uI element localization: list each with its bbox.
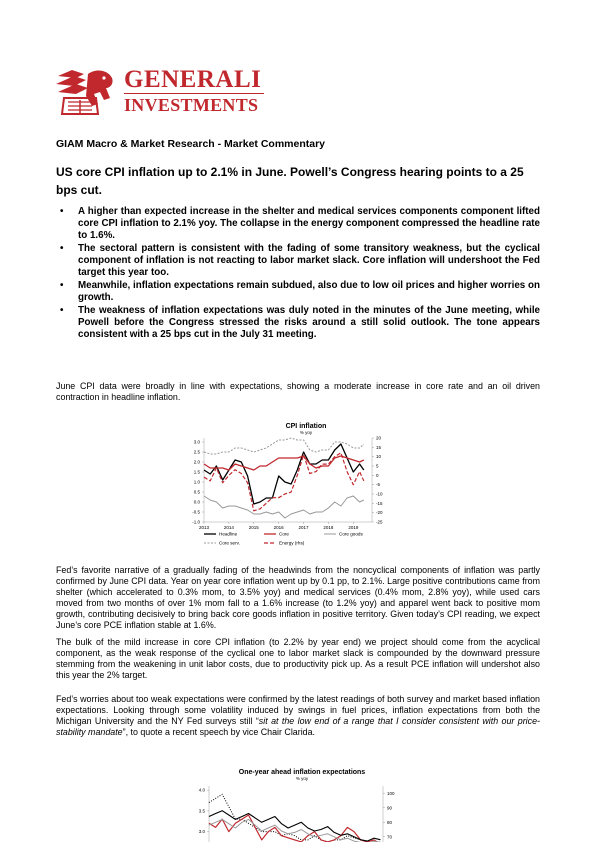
- key-point: • A higher than expected increase in the shelter and medical services components component lifted core CPI inflation to 2.1% yoy. The collapse in the energy component compressed the headline rate to 1.6%.: [60, 206, 540, 241]
- series-line: [204, 496, 364, 518]
- headline: US core CPI inflation up to 2.1% in June. Powell’s Congress hearing points to a 25 bps cut.: [56, 165, 524, 197]
- y-left-tick-label: 1.5: [193, 469, 200, 475]
- cpi-inflation-chart: [180, 418, 420, 554]
- y-right-tick-label: -25: [376, 519, 383, 525]
- bullet-icon: •: [60, 279, 64, 291]
- series-line: [209, 794, 380, 842]
- y-right-tick-label: -10: [376, 491, 383, 497]
- body-paragraph-3: Fed’s worries about too weak expectations were confirmed by the latest readings of both survey and market based inflation expectations. Looking through some volatility induced by swings in fuel prices, inflation expectations from both the Michigan University and the NY Fed surveys still “sit at the low end of a range that I consider consistent with our price-stability mandate”, to quote a recent speech by vice Chair Clarida.: [56, 694, 540, 738]
- y-right-tick-label: -20: [376, 510, 383, 516]
- y-left-tick-label: 3.0: [198, 829, 205, 835]
- y-left-tick-label: 2.5: [193, 449, 200, 455]
- series-line: [204, 438, 364, 454]
- y-right-tick-label: 15: [376, 444, 382, 450]
- y-right-tick-label: 100: [387, 790, 395, 796]
- legend-label: Core: [279, 531, 289, 537]
- legend-label: Core goods: [339, 531, 363, 537]
- body-paragraph-2: The bulk of the mild increase in core CPI inflation (to 2.2% by year end) we project should come from the acyclical component, as the weak response of the cyclical one to labor market slack is compounded by the downward pressure stemming from the weakening in unit labor costs, due to productivity pick up. As a result PCE inflation will undershot also this year the 2% target.: [56, 637, 540, 681]
- chart-title: One-year ahead inflation expectations: [238, 769, 366, 776]
- key-point: • The sectoral pattern is consistent with the fading of some transitory weakness, but the cyclical component of inflation is not reacting to labor market slack. Core inflation will undershoot the Fed target this year too.: [60, 242, 540, 278]
- logo-wordmark-investments: INVESTMENTS: [124, 95, 259, 115]
- x-tick-label: 2013: [198, 525, 210, 530]
- legend-label: Energy (rhs): [279, 540, 305, 546]
- y-left-tick-label: 3.0: [193, 439, 200, 445]
- x-tick-label: 2015: [248, 525, 259, 530]
- body-paragraph-1: Fed’s favorite narrative of a gradually fading of the headwinds from the noncyclical components of inflation was partly confirmed by June CPI data. Year on year core inflation went up by 0.1 pp, to 2.1%. Large positive contributions came from shelter (which accelerated to 0.3% mom, to 3.5% yoy) and medical services (0.4% mom, 2.8% yoy), while used cars moved from two months of over 1% mom fall to a 1.6% increase (to 1.2% yoy) and apparel went back to positive mom growth, contributing decisively to bring back core goods inflation in positive territory. Given today’s CPI reading, we expect June’s core PCE inflation stable at 1.6%.: [56, 565, 540, 631]
- x-tick-label: 2018: [323, 525, 334, 530]
- bullet-icon: •: [60, 206, 64, 217]
- series-line: [204, 456, 364, 470]
- y-right-tick-label: 5: [376, 463, 379, 469]
- chart-subtitle: % yoy: [295, 776, 309, 781]
- chart-subtitle: % yoy: [299, 430, 313, 435]
- winged-lion-icon: [54, 64, 118, 120]
- y-left-tick-label: 3.5: [198, 808, 205, 814]
- department-title: GIAM Macro & Market Research - Market Commentary: [56, 138, 326, 150]
- x-tick-label: 2019: [348, 525, 359, 530]
- y-left-tick-label: 2.0: [193, 459, 200, 465]
- y-right-tick-label: 80: [387, 819, 393, 825]
- key-point: • The weakness of inflation expectations was duly noted in the minutes of the June meeting, while Powell before the Congress stressed the risks around a still solid outlook. The tone appears consistent with a 25 bps cut in the July 31 meeting.: [60, 305, 540, 340]
- series-line: [209, 819, 380, 842]
- legend-label: Headline: [219, 531, 238, 537]
- y-right-tick-label: 0: [376, 472, 379, 478]
- x-tick-label: 2014: [223, 525, 234, 530]
- x-tick-label: 2016: [273, 525, 284, 530]
- y-left-tick-label: -0.5: [192, 509, 200, 515]
- y-left-tick-label: -1.0: [192, 519, 200, 525]
- y-right-tick-label: 10: [376, 454, 382, 460]
- key-point: • Meanwhile, inflation expectations remain subdued, also due to low oil prices and higher worries on growth.: [60, 279, 540, 303]
- series-line: [209, 811, 380, 841]
- logo-wordmark-generali: GENERALI: [124, 66, 262, 93]
- key-points-list: [56, 206, 540, 342]
- y-right-tick-label: -15: [376, 500, 383, 506]
- y-left-tick-label: 0.5: [193, 489, 200, 495]
- y-right-tick-label: 20: [376, 435, 382, 441]
- generali-investments-logo: [54, 64, 264, 120]
- y-right-tick-label: 70: [387, 834, 393, 840]
- y-right-tick-label: 90: [387, 805, 393, 811]
- chart-title: CPI inflation: [285, 423, 327, 430]
- quote-text: sit at the low end of a range that I consider consistent with our price-stability mandate: [56, 716, 540, 738]
- y-left-tick-label: 0.0: [193, 499, 200, 505]
- y-left-tick-label: 1.0: [193, 479, 200, 485]
- y-left-tick-label: 4.0: [198, 787, 205, 793]
- bullet-icon: •: [60, 305, 64, 317]
- inflation-expectations-chart: [185, 764, 415, 842]
- legend-label: Core serv.: [219, 540, 240, 546]
- y-right-tick-label: -5: [376, 482, 381, 488]
- x-tick-label: 2017: [298, 525, 309, 530]
- bullet-icon: •: [60, 242, 64, 254]
- intro-paragraph: June CPI data were broadly in line with expectations, showing a moderate increase in core rate and an oil driven contraction in headline inflation.: [56, 381, 540, 403]
